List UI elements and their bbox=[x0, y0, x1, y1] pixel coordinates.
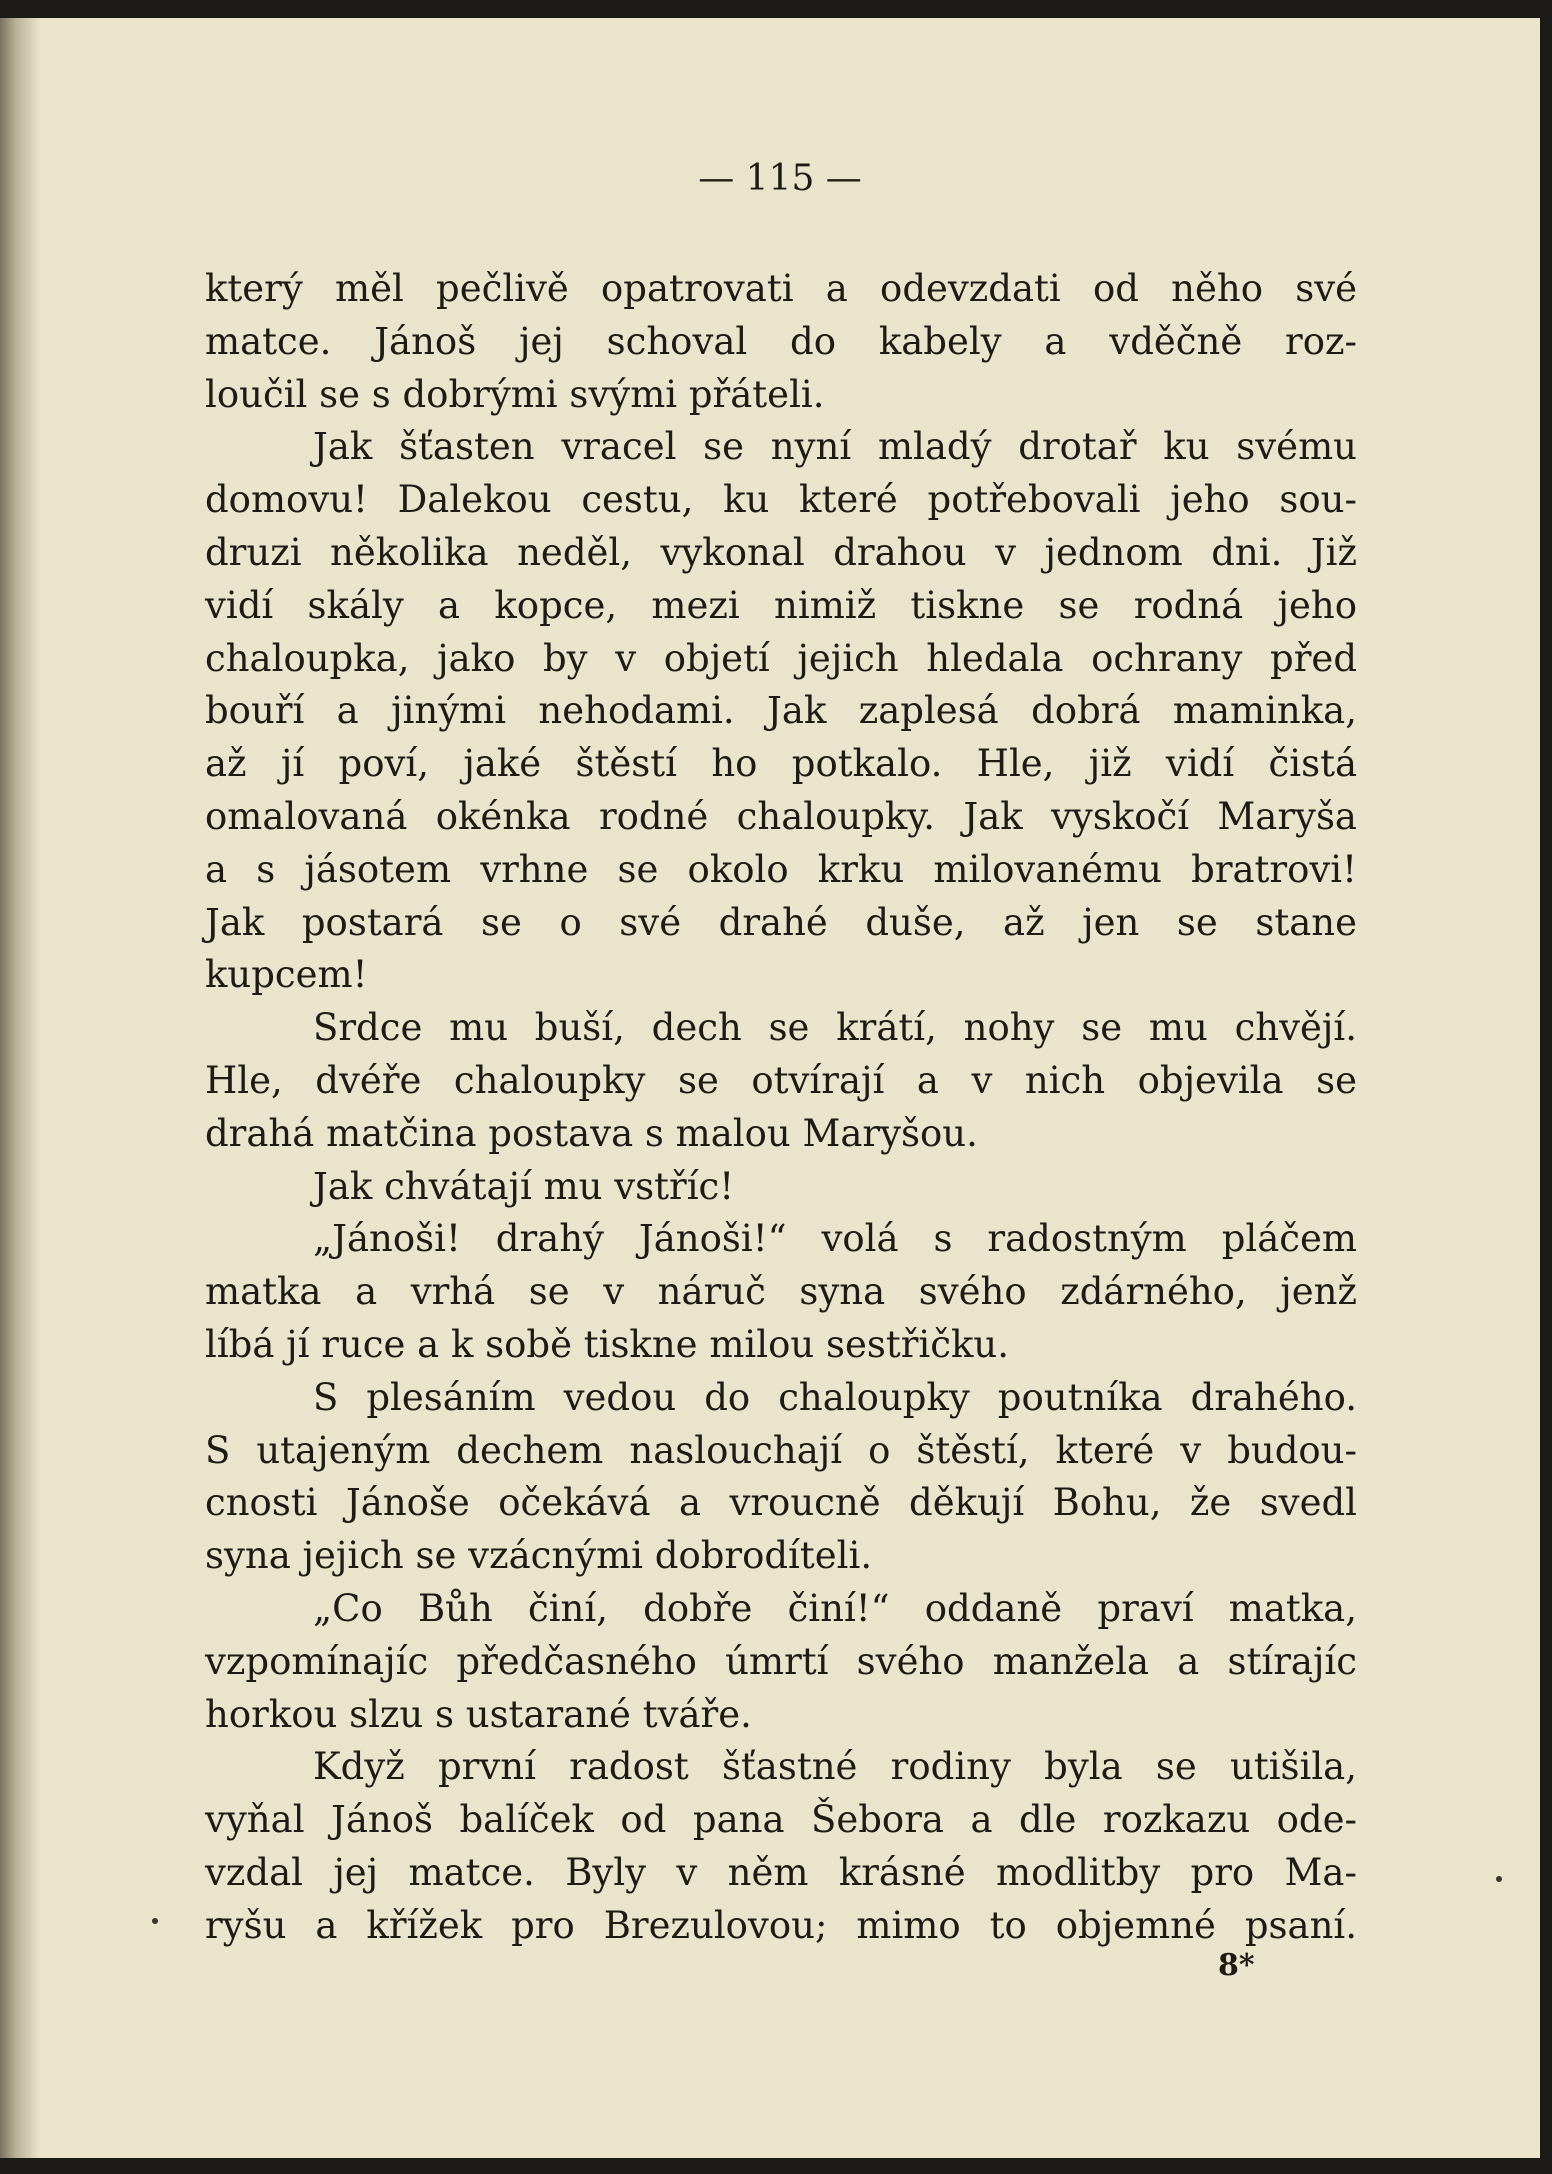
text-line: Srdce mu buší, dech se krátí, nohy se mu chvějí. bbox=[313, 1006, 1357, 1050]
paper-speck bbox=[1496, 1876, 1502, 1882]
page-number: — 115 — bbox=[698, 158, 862, 199]
text-line: ryšu a křížek pro Brezulovou; mimo to objemné psaní. bbox=[205, 1903, 1357, 1947]
text-line: cnosti Jánoše očekává a vroucně děkují Bohu, že svedl bbox=[205, 1481, 1357, 1525]
text-line: omalovaná okénka rodné chaloupky. Jak vyskočí Maryša bbox=[205, 794, 1357, 838]
text-line: Jak chvátají mu vstříc! bbox=[313, 1164, 735, 1208]
text-line: Hle, dvéře chaloupky se otvírají a v nich objevila se bbox=[205, 1058, 1357, 1102]
text-line: matce. Jánoš jej schoval do kabely a vděčně roz- bbox=[205, 319, 1357, 363]
paper-speck bbox=[152, 1918, 158, 1924]
text-line: matka a vrhá se v náruč syna svého zdárného, jenž bbox=[205, 1270, 1357, 1314]
text-line: chaloupka, jako by v objetí jejich hledala ochrany před bbox=[205, 636, 1357, 680]
text-line: až jí poví, jaké štěstí ho potkalo. Hle, již vidí čistá bbox=[205, 742, 1357, 786]
text-line: líbá jí ruce a k sobě tiskne milou sestřičku. bbox=[205, 1322, 1009, 1366]
text-line: kupcem! bbox=[205, 953, 368, 997]
text-line: vyňal Jánoš balíček od pana Šebora a dle rozkazu ode- bbox=[205, 1798, 1357, 1842]
text-line: bouří a jinými nehodami. Jak zaplesá dobrá maminka, bbox=[205, 689, 1357, 733]
text-line: vzdal jej matce. Byly v něm krásné modlitby pro Ma- bbox=[205, 1850, 1357, 1894]
text-line: vzpomínajíc předčasného úmrtí svého manžela a stírajíc bbox=[205, 1639, 1357, 1683]
text-line: druzi několika neděl, vykonal drahou v jednom dni. Již bbox=[205, 530, 1357, 574]
text-line: a s jásotem vrhne se okolo krku milovanému bratrovi! bbox=[205, 847, 1357, 891]
text-line: „Jánoši! drahý Jánoši!“ volá s radostným pláčem bbox=[313, 1217, 1357, 1261]
text-line: loučil se s dobrými svými přáteli. bbox=[205, 372, 825, 416]
text-line: S plesáním vedou do chaloupky poutníka drahého. bbox=[313, 1375, 1357, 1419]
signature-mark: 8* bbox=[1218, 1948, 1255, 1983]
text-line: „Co Bůh činí, dobře činí!“ oddaně praví matka, bbox=[313, 1586, 1357, 1630]
text-line: drahá matčina postava s malou Maryšou. bbox=[205, 1111, 978, 1155]
text-line: domovu! Dalekou cestu, ku které potřebovali jeho sou- bbox=[205, 478, 1357, 522]
text-line: který měl pečlivě opatrovati a odevzdati od něho své bbox=[205, 267, 1357, 310]
text-line: Jak šťasten vracel se nyní mladý drotař ku svému bbox=[313, 425, 1357, 469]
text-line: S utajeným dechem naslouchají o štěstí, které v budou- bbox=[205, 1428, 1357, 1472]
text-line: syna jejich se vzácnými dobrodíteli. bbox=[205, 1534, 873, 1578]
text-line: Jak postará se o své drahé duše, až jen se stane bbox=[205, 900, 1357, 944]
body-text bbox=[205, 263, 1357, 1953]
book-page bbox=[0, 18, 1540, 2158]
text-line: Když první radost šťastné rodiny byla se utišila, bbox=[313, 1745, 1357, 1789]
text-line: horkou slzu s ustarané tváře. bbox=[205, 1692, 752, 1736]
page-gutter-shadow bbox=[0, 18, 40, 2158]
text-line: vidí skály a kopce, mezi nimiž tiskne se rodná jeho bbox=[205, 583, 1357, 627]
